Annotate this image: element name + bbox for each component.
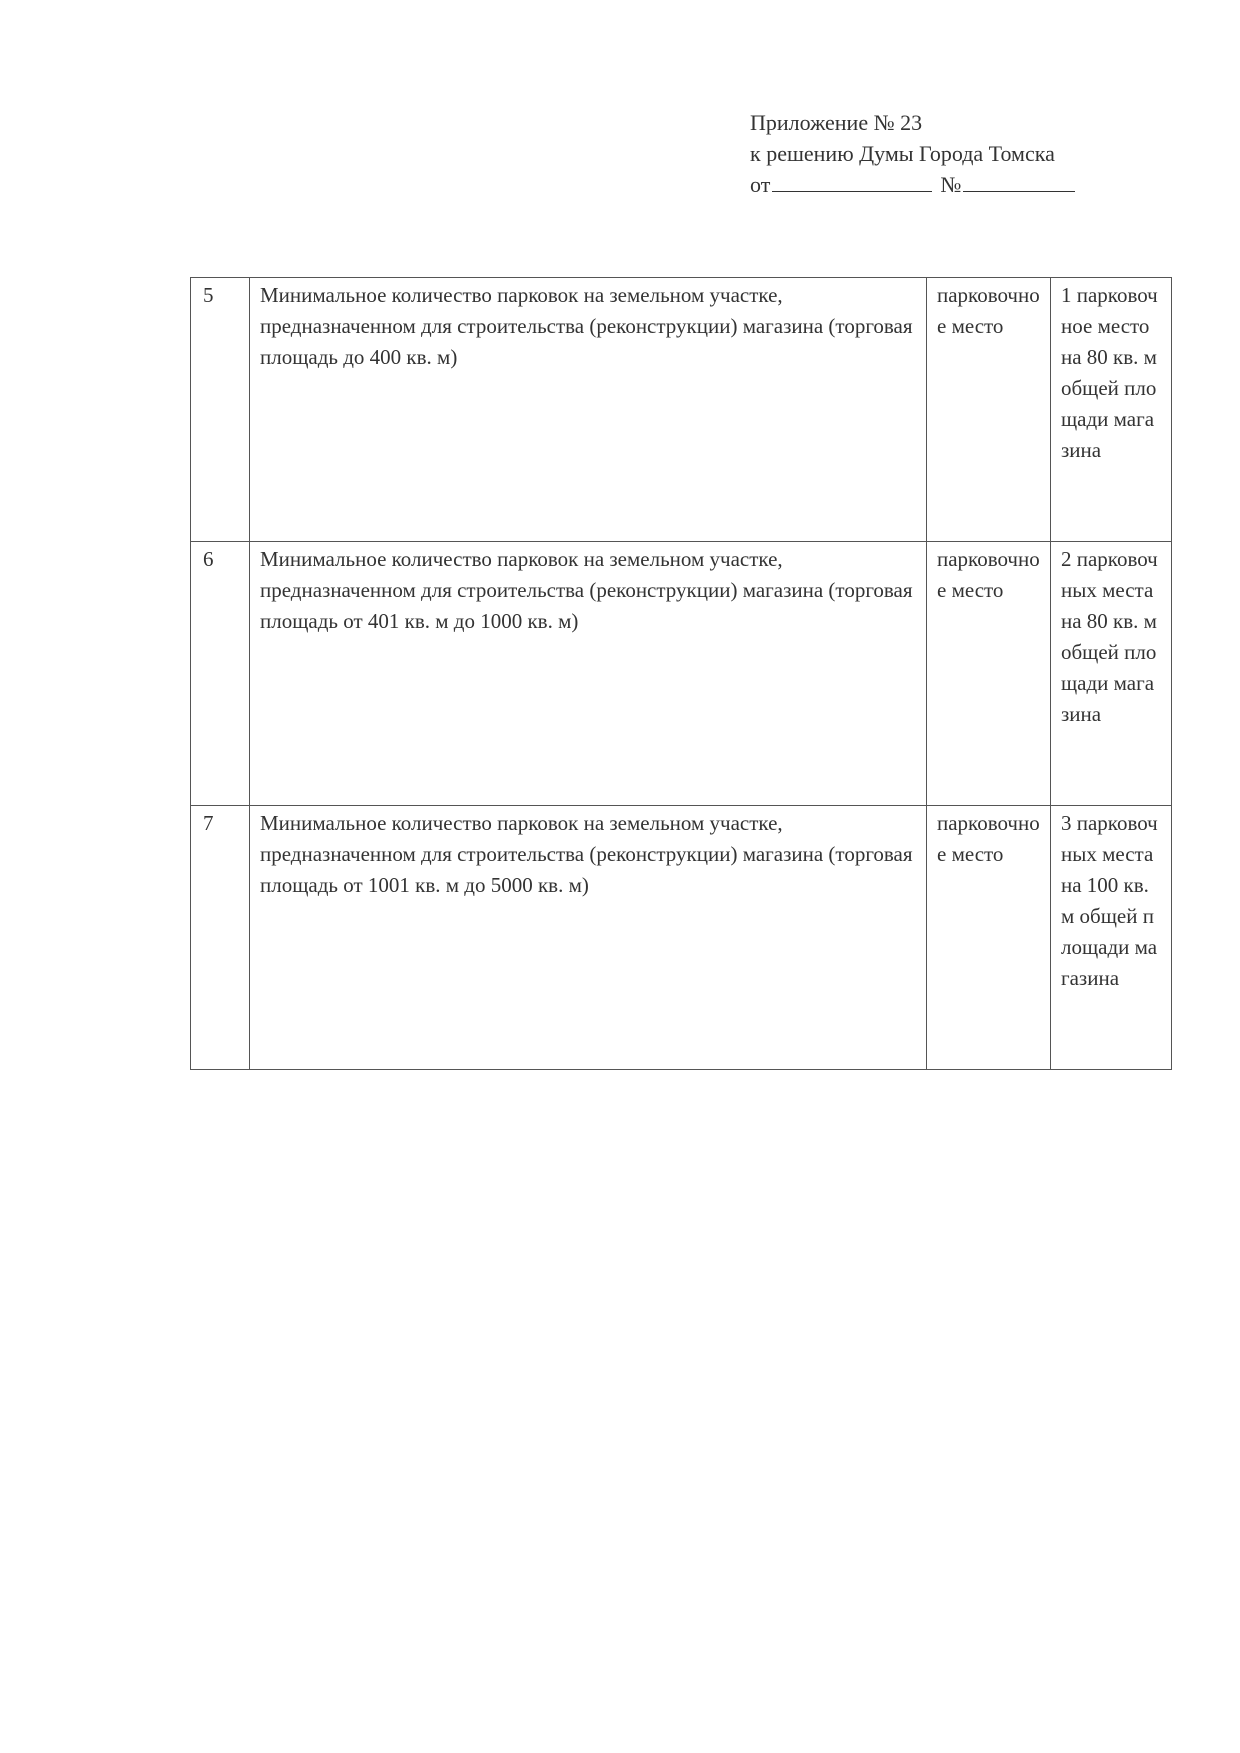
row-unit: парковочное место bbox=[927, 542, 1051, 806]
number-blank bbox=[963, 171, 1075, 192]
date-blank bbox=[772, 171, 932, 192]
appendix-reference: к решению Думы Города Томска bbox=[750, 141, 1055, 166]
row-number: 7 bbox=[191, 806, 250, 1070]
appendix-title: Приложение № 23 bbox=[750, 110, 923, 135]
row-description: Минимальное количество парковок на земельном участке, предназначенном для строительства (реконструкции) магазина (торговая площадь от 1001 кв. м до 5000 кв. м) bbox=[250, 806, 927, 1070]
row-number: 6 bbox=[191, 542, 250, 806]
row-number: 5 bbox=[191, 278, 250, 542]
appendix-header bbox=[750, 107, 1170, 200]
table-row bbox=[191, 806, 1172, 1070]
row-description: Минимальное количество парковок на земельном участке, предназначенном для строительства (реконструкции) магазина (торговая площадь от 401 кв. м до 1000 кв. м) bbox=[250, 542, 927, 806]
row-value: 2 парковочных места на 80 кв. м общей площади магазина bbox=[1051, 542, 1172, 806]
row-unit: парковочное место bbox=[927, 278, 1051, 542]
table-row bbox=[191, 278, 1172, 542]
parking-norms-table bbox=[190, 277, 1172, 1070]
row-value: 3 парковочных места на 100 кв.м общей площади магазина bbox=[1051, 806, 1172, 1070]
table-row bbox=[191, 542, 1172, 806]
appendix-date-number-line bbox=[750, 169, 1170, 200]
row-description: Минимальное количество парковок на земельном участке, предназначенном для строительства (реконструкции) магазина (торговая площадь до 400 кв. м) bbox=[250, 278, 927, 542]
row-value: 1 парковочное место на 80 кв. м общей площади магазина bbox=[1051, 278, 1172, 542]
number-prefix: № bbox=[940, 172, 962, 197]
date-prefix: от bbox=[750, 172, 771, 197]
row-unit: парковочное место bbox=[927, 806, 1051, 1070]
